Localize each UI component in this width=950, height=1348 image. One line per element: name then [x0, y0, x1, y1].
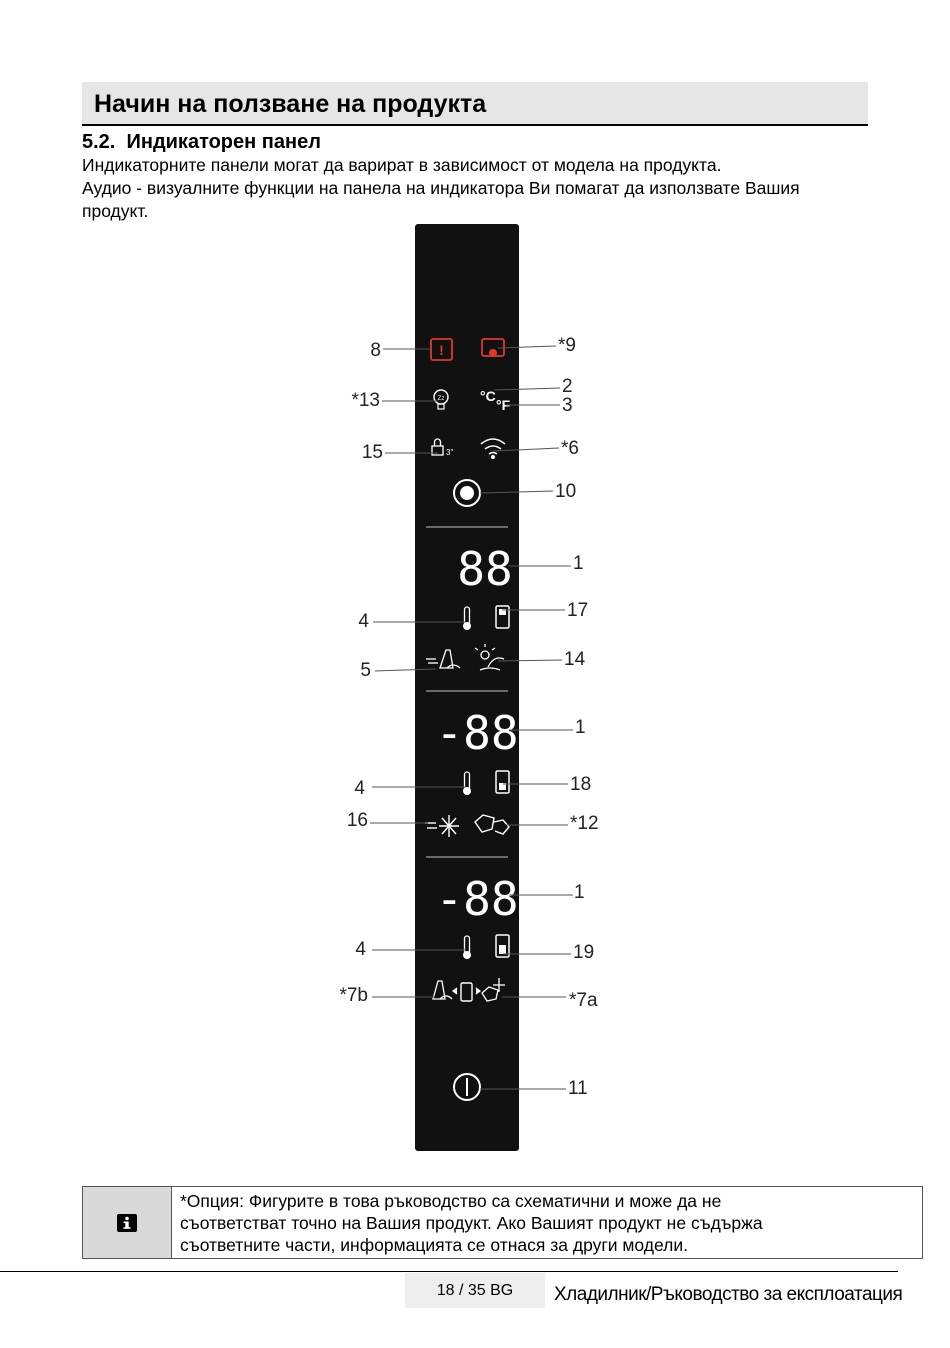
note-line-3: съответните части, информацията се отнася за други модели.	[180, 1235, 688, 1255]
footer-divider	[0, 1271, 898, 1272]
label-1: 1	[573, 553, 584, 574]
label-19: 19	[573, 942, 595, 963]
left-labels	[339, 340, 383, 1006]
label-11: 11	[568, 1078, 588, 1099]
svg-text:!: !	[439, 342, 444, 358]
label-4: 4	[355, 939, 366, 960]
note-line-2: съответстват точно на Вашия продукт. Ако Вашият продукт не съдържа	[180, 1213, 763, 1233]
label-4: 4	[354, 778, 365, 799]
label-9: *9	[558, 335, 576, 356]
footer-title: Хладилник/Ръководство за експлоатация	[554, 1284, 903, 1305]
label-4: 4	[358, 611, 369, 632]
label-7a: *7a	[569, 990, 598, 1011]
paragraph-2-line-1: Аудио - визуалните функции на панела на индикатора Ви помагат да използвате Вашия	[82, 178, 800, 198]
option-note	[82, 1186, 923, 1259]
page-title: Начин на ползване на продукта	[94, 90, 487, 118]
section-number: 5.2.	[82, 131, 116, 153]
label-14: 14	[564, 649, 586, 670]
label-2: 2	[562, 376, 573, 397]
svg-text:°C: °C	[480, 388, 496, 404]
label-15: 15	[361, 442, 383, 463]
freezer-temperature-display: -88	[435, 706, 519, 760]
svg-text:3": 3"	[446, 448, 454, 457]
label-5: 5	[360, 660, 371, 681]
label-17: 17	[567, 600, 589, 621]
note-text	[172, 1187, 771, 1258]
section-title: Индикаторен панел	[126, 131, 321, 153]
label-8: 8	[370, 340, 381, 361]
right-labels	[555, 335, 599, 1099]
paragraph-1: Индикаторните панели могат да варират в зависимост от модела на продукта.	[82, 155, 722, 175]
label-18: 18	[570, 774, 592, 795]
label-1: 1	[575, 717, 586, 738]
paragraph-2-line-2: продукт.	[82, 201, 149, 221]
svg-text:°F: °F	[496, 397, 511, 413]
label-12: *12	[570, 813, 599, 834]
info-icon-cell	[83, 1187, 172, 1258]
note-line-1: *Опция: Фигурите в това ръководство са схематични и може да не	[180, 1191, 722, 1211]
svg-text:Zz: Zz	[437, 396, 445, 402]
panel-body	[415, 224, 519, 1151]
label-10: 10	[555, 481, 577, 502]
label-13: *13	[351, 390, 380, 411]
page-number: 18 / 35 BG	[405, 1273, 545, 1308]
label-3: 3	[562, 395, 573, 416]
label-7b: *7b	[339, 985, 368, 1006]
fridge-temperature-display: 88	[457, 542, 513, 596]
third-compartment-temperature-display: -88	[435, 872, 519, 926]
label-6: *6	[561, 438, 579, 459]
info-icon	[116, 1213, 138, 1233]
label-1: 1	[574, 882, 585, 903]
label-16: 16	[346, 810, 368, 831]
